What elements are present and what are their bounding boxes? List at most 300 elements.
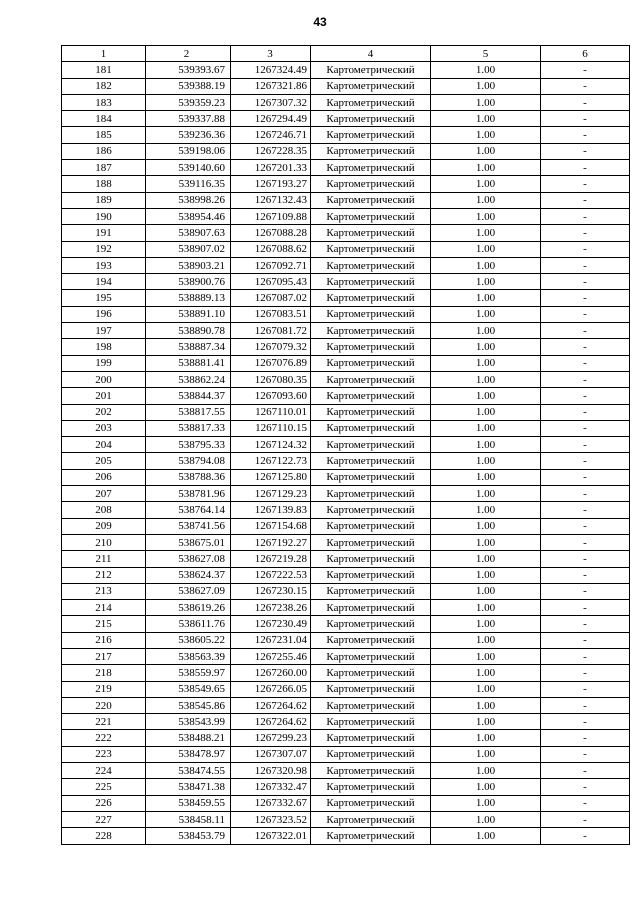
- y-coordinate-cell: 1267081.72: [231, 323, 311, 339]
- accuracy-cell: 1.00: [431, 648, 541, 664]
- y-coordinate-cell: 1267320.98: [231, 763, 311, 779]
- x-coordinate-cell: 538862.24: [146, 371, 231, 387]
- accuracy-cell: 1.00: [431, 339, 541, 355]
- y-coordinate-cell: 1267088.28: [231, 225, 311, 241]
- x-coordinate-cell: 538795.33: [146, 437, 231, 453]
- x-coordinate-cell: 538881.41: [146, 355, 231, 371]
- point-number-cell: 215: [62, 616, 146, 632]
- point-number-cell: 186: [62, 143, 146, 159]
- note-cell: -: [541, 111, 630, 127]
- table-row: [62, 632, 630, 648]
- note-cell: -: [541, 648, 630, 664]
- note-cell: -: [541, 795, 630, 811]
- method-cell: Картометрический: [311, 111, 431, 127]
- point-number-cell: 194: [62, 274, 146, 290]
- accuracy-cell: 1.00: [431, 420, 541, 436]
- note-cell: -: [541, 453, 630, 469]
- point-number-cell: 212: [62, 567, 146, 583]
- table-row: [62, 779, 630, 795]
- method-cell: Картометрический: [311, 534, 431, 550]
- accuracy-cell: 1.00: [431, 274, 541, 290]
- point-number-cell: 226: [62, 795, 146, 811]
- y-coordinate-cell: 1267307.32: [231, 94, 311, 110]
- point-number-cell: 213: [62, 583, 146, 599]
- note-cell: -: [541, 697, 630, 713]
- accuracy-cell: 1.00: [431, 78, 541, 94]
- note-cell: -: [541, 616, 630, 632]
- accuracy-cell: 1.00: [431, 632, 541, 648]
- table-row: [62, 486, 630, 502]
- accuracy-cell: 1.00: [431, 681, 541, 697]
- y-coordinate-cell: 1267083.51: [231, 306, 311, 322]
- x-coordinate-cell: 538611.76: [146, 616, 231, 632]
- table-row: [62, 323, 630, 339]
- accuracy-cell: 1.00: [431, 437, 541, 453]
- y-coordinate-cell: 1267255.46: [231, 648, 311, 664]
- method-cell: Картометрический: [311, 306, 431, 322]
- table-row: [62, 600, 630, 616]
- point-number-cell: 182: [62, 78, 146, 94]
- accuracy-cell: 1.00: [431, 763, 541, 779]
- x-coordinate-cell: 538549.65: [146, 681, 231, 697]
- accuracy-cell: 1.00: [431, 111, 541, 127]
- x-coordinate-cell: 539236.36: [146, 127, 231, 143]
- table-row: [62, 795, 630, 811]
- note-cell: -: [541, 828, 630, 844]
- x-coordinate-cell: 539116.35: [146, 176, 231, 192]
- accuracy-cell: 1.00: [431, 388, 541, 404]
- table-header-row: [62, 46, 630, 62]
- method-cell: Картометрический: [311, 437, 431, 453]
- table-row: [62, 355, 630, 371]
- point-number-cell: 181: [62, 62, 146, 78]
- method-cell: Картометрический: [311, 567, 431, 583]
- table-row: [62, 583, 630, 599]
- note-cell: -: [541, 534, 630, 550]
- note-cell: -: [541, 811, 630, 827]
- table-row: [62, 241, 630, 257]
- note-cell: -: [541, 323, 630, 339]
- y-coordinate-cell: 1267321.86: [231, 78, 311, 94]
- method-cell: Картометрический: [311, 632, 431, 648]
- point-number-cell: 206: [62, 469, 146, 485]
- y-coordinate-cell: 1267192.27: [231, 534, 311, 550]
- accuracy-cell: 1.00: [431, 551, 541, 567]
- table-body: [62, 62, 630, 844]
- y-coordinate-cell: 1267264.62: [231, 714, 311, 730]
- y-coordinate-cell: 1267080.35: [231, 371, 311, 387]
- point-number-cell: 210: [62, 534, 146, 550]
- y-coordinate-cell: 1267076.89: [231, 355, 311, 371]
- y-coordinate-cell: 1267122.73: [231, 453, 311, 469]
- table-row: [62, 453, 630, 469]
- table-row: [62, 518, 630, 534]
- method-cell: Картометрический: [311, 697, 431, 713]
- point-number-cell: 192: [62, 241, 146, 257]
- point-number-cell: 191: [62, 225, 146, 241]
- note-cell: -: [541, 388, 630, 404]
- accuracy-cell: 1.00: [431, 811, 541, 827]
- x-coordinate-cell: 538844.37: [146, 388, 231, 404]
- table-row: [62, 339, 630, 355]
- y-coordinate-cell: 1267109.88: [231, 208, 311, 224]
- point-number-cell: 207: [62, 486, 146, 502]
- accuracy-cell: 1.00: [431, 62, 541, 78]
- x-coordinate-cell: 538488.21: [146, 730, 231, 746]
- method-cell: Картометрический: [311, 404, 431, 420]
- table-row: [62, 811, 630, 827]
- method-cell: Картометрический: [311, 469, 431, 485]
- y-coordinate-cell: 1267230.15: [231, 583, 311, 599]
- y-coordinate-cell: 1267246.71: [231, 127, 311, 143]
- x-coordinate-cell: 539337.88: [146, 111, 231, 127]
- method-cell: Картометрический: [311, 665, 431, 681]
- accuracy-cell: 1.00: [431, 534, 541, 550]
- method-cell: Картометрический: [311, 143, 431, 159]
- x-coordinate-cell: 538954.46: [146, 208, 231, 224]
- point-number-cell: 193: [62, 257, 146, 273]
- point-number-cell: 214: [62, 600, 146, 616]
- note-cell: -: [541, 730, 630, 746]
- note-cell: -: [541, 420, 630, 436]
- note-cell: -: [541, 306, 630, 322]
- method-cell: Картометрический: [311, 339, 431, 355]
- note-cell: -: [541, 371, 630, 387]
- y-coordinate-cell: 1267095.43: [231, 274, 311, 290]
- table-row: [62, 290, 630, 306]
- table-row: [62, 111, 630, 127]
- table-row: [62, 730, 630, 746]
- y-coordinate-cell: 1267231.04: [231, 632, 311, 648]
- method-cell: Картометрический: [311, 763, 431, 779]
- table-row: [62, 94, 630, 110]
- method-cell: Картометрический: [311, 600, 431, 616]
- point-number-cell: 201: [62, 388, 146, 404]
- method-cell: Картометрический: [311, 551, 431, 567]
- method-cell: Картометрический: [311, 371, 431, 387]
- x-coordinate-cell: 538817.33: [146, 420, 231, 436]
- table-row: [62, 437, 630, 453]
- method-cell: Картометрический: [311, 355, 431, 371]
- method-cell: Картометрический: [311, 583, 431, 599]
- table-row: [62, 257, 630, 273]
- point-number-cell: 195: [62, 290, 146, 306]
- x-coordinate-cell: 538563.39: [146, 648, 231, 664]
- y-coordinate-cell: 1267129.23: [231, 486, 311, 502]
- point-number-cell: 185: [62, 127, 146, 143]
- column-header: 1: [62, 46, 146, 62]
- table-row: [62, 567, 630, 583]
- accuracy-cell: 1.00: [431, 257, 541, 273]
- table-row: [62, 746, 630, 762]
- method-cell: Картометрический: [311, 62, 431, 78]
- note-cell: -: [541, 62, 630, 78]
- x-coordinate-cell: 538627.08: [146, 551, 231, 567]
- accuracy-cell: 1.00: [431, 828, 541, 844]
- method-cell: Картометрический: [311, 648, 431, 664]
- point-number-cell: 184: [62, 111, 146, 127]
- accuracy-cell: 1.00: [431, 241, 541, 257]
- method-cell: Картометрический: [311, 518, 431, 534]
- y-coordinate-cell: 1267088.62: [231, 241, 311, 257]
- method-cell: Картометрический: [311, 616, 431, 632]
- y-coordinate-cell: 1267193.27: [231, 176, 311, 192]
- accuracy-cell: 1.00: [431, 600, 541, 616]
- accuracy-cell: 1.00: [431, 665, 541, 681]
- x-coordinate-cell: 538907.63: [146, 225, 231, 241]
- point-number-cell: 205: [62, 453, 146, 469]
- table-row: [62, 208, 630, 224]
- column-header: 4: [311, 46, 431, 62]
- table-row: [62, 763, 630, 779]
- x-coordinate-cell: 538764.14: [146, 502, 231, 518]
- y-coordinate-cell: 1267230.49: [231, 616, 311, 632]
- y-coordinate-cell: 1267110.01: [231, 404, 311, 420]
- x-coordinate-cell: 538605.22: [146, 632, 231, 648]
- method-cell: Картометрический: [311, 241, 431, 257]
- accuracy-cell: 1.00: [431, 502, 541, 518]
- method-cell: Картометрический: [311, 502, 431, 518]
- x-coordinate-cell: 538458.11: [146, 811, 231, 827]
- note-cell: -: [541, 208, 630, 224]
- table-row: [62, 616, 630, 632]
- table-row: [62, 143, 630, 159]
- accuracy-cell: 1.00: [431, 714, 541, 730]
- y-coordinate-cell: 1267079.32: [231, 339, 311, 355]
- method-cell: Картометрический: [311, 811, 431, 827]
- point-number-cell: 221: [62, 714, 146, 730]
- point-number-cell: 208: [62, 502, 146, 518]
- accuracy-cell: 1.00: [431, 143, 541, 159]
- y-coordinate-cell: 1267125.80: [231, 469, 311, 485]
- x-coordinate-cell: 538478.97: [146, 746, 231, 762]
- method-cell: Картометрический: [311, 420, 431, 436]
- table-row: [62, 127, 630, 143]
- table-row: [62, 714, 630, 730]
- point-number-cell: 200: [62, 371, 146, 387]
- accuracy-cell: 1.00: [431, 779, 541, 795]
- x-coordinate-cell: 538891.10: [146, 306, 231, 322]
- accuracy-cell: 1.00: [431, 616, 541, 632]
- method-cell: Картометрический: [311, 388, 431, 404]
- note-cell: -: [541, 241, 630, 257]
- x-coordinate-cell: 538545.86: [146, 697, 231, 713]
- note-cell: -: [541, 502, 630, 518]
- column-header: 6: [541, 46, 630, 62]
- note-cell: -: [541, 274, 630, 290]
- note-cell: -: [541, 404, 630, 420]
- y-coordinate-cell: 1267294.49: [231, 111, 311, 127]
- method-cell: Картометрический: [311, 94, 431, 110]
- point-number-cell: 223: [62, 746, 146, 762]
- x-coordinate-cell: 538887.34: [146, 339, 231, 355]
- y-coordinate-cell: 1267124.32: [231, 437, 311, 453]
- x-coordinate-cell: 538459.55: [146, 795, 231, 811]
- x-coordinate-cell: 538903.21: [146, 257, 231, 273]
- point-number-cell: 209: [62, 518, 146, 534]
- accuracy-cell: 1.00: [431, 94, 541, 110]
- x-coordinate-cell: 538559.97: [146, 665, 231, 681]
- y-coordinate-cell: 1267266.05: [231, 681, 311, 697]
- point-number-cell: 219: [62, 681, 146, 697]
- accuracy-cell: 1.00: [431, 518, 541, 534]
- table-row: [62, 648, 630, 664]
- x-coordinate-cell: 538624.37: [146, 567, 231, 583]
- accuracy-cell: 1.00: [431, 567, 541, 583]
- y-coordinate-cell: 1267201.33: [231, 160, 311, 176]
- point-number-cell: 216: [62, 632, 146, 648]
- x-coordinate-cell: 539198.06: [146, 143, 231, 159]
- accuracy-cell: 1.00: [431, 697, 541, 713]
- column-header: 2: [146, 46, 231, 62]
- x-coordinate-cell: 539140.60: [146, 160, 231, 176]
- point-number-cell: 202: [62, 404, 146, 420]
- y-coordinate-cell: 1267154.68: [231, 518, 311, 534]
- x-coordinate-cell: 538474.55: [146, 763, 231, 779]
- point-number-cell: 188: [62, 176, 146, 192]
- y-coordinate-cell: 1267087.02: [231, 290, 311, 306]
- method-cell: Картометрический: [311, 176, 431, 192]
- x-coordinate-cell: 538998.26: [146, 192, 231, 208]
- note-cell: -: [541, 600, 630, 616]
- column-header: 5: [431, 46, 541, 62]
- note-cell: -: [541, 257, 630, 273]
- accuracy-cell: 1.00: [431, 453, 541, 469]
- table-row: [62, 681, 630, 697]
- x-coordinate-cell: 538890.78: [146, 323, 231, 339]
- table-row: [62, 160, 630, 176]
- table-row: [62, 534, 630, 550]
- note-cell: -: [541, 779, 630, 795]
- accuracy-cell: 1.00: [431, 306, 541, 322]
- y-coordinate-cell: 1267324.49: [231, 62, 311, 78]
- note-cell: -: [541, 339, 630, 355]
- accuracy-cell: 1.00: [431, 176, 541, 192]
- note-cell: -: [541, 192, 630, 208]
- x-coordinate-cell: 538453.79: [146, 828, 231, 844]
- table-row: [62, 306, 630, 322]
- method-cell: Картометрический: [311, 274, 431, 290]
- y-coordinate-cell: 1267093.60: [231, 388, 311, 404]
- accuracy-cell: 1.00: [431, 160, 541, 176]
- x-coordinate-cell: 538741.56: [146, 518, 231, 534]
- point-number-cell: 217: [62, 648, 146, 664]
- point-number-cell: 183: [62, 94, 146, 110]
- method-cell: Картометрический: [311, 779, 431, 795]
- y-coordinate-cell: 1267260.00: [231, 665, 311, 681]
- y-coordinate-cell: 1267228.35: [231, 143, 311, 159]
- y-coordinate-cell: 1267299.23: [231, 730, 311, 746]
- accuracy-cell: 1.00: [431, 208, 541, 224]
- note-cell: -: [541, 665, 630, 681]
- y-coordinate-cell: 1267092.71: [231, 257, 311, 273]
- y-coordinate-cell: 1267264.62: [231, 697, 311, 713]
- table-row: [62, 176, 630, 192]
- point-number-cell: 199: [62, 355, 146, 371]
- point-number-cell: 197: [62, 323, 146, 339]
- accuracy-cell: 1.00: [431, 486, 541, 502]
- table-row: [62, 192, 630, 208]
- point-number-cell: 228: [62, 828, 146, 844]
- x-coordinate-cell: 538471.38: [146, 779, 231, 795]
- column-header: 3: [231, 46, 311, 62]
- method-cell: Картометрический: [311, 225, 431, 241]
- point-number-cell: 189: [62, 192, 146, 208]
- method-cell: Картометрический: [311, 208, 431, 224]
- x-coordinate-cell: 538619.26: [146, 600, 231, 616]
- x-coordinate-cell: 538907.02: [146, 241, 231, 257]
- note-cell: -: [541, 94, 630, 110]
- note-cell: -: [541, 225, 630, 241]
- x-coordinate-cell: 539388.19: [146, 78, 231, 94]
- y-coordinate-cell: 1267222.53: [231, 567, 311, 583]
- accuracy-cell: 1.00: [431, 730, 541, 746]
- table-row: [62, 469, 630, 485]
- method-cell: Картометрический: [311, 78, 431, 94]
- x-coordinate-cell: 538543.99: [146, 714, 231, 730]
- table-row: [62, 404, 630, 420]
- note-cell: -: [541, 583, 630, 599]
- accuracy-cell: 1.00: [431, 746, 541, 762]
- note-cell: -: [541, 437, 630, 453]
- table-row: [62, 371, 630, 387]
- y-coordinate-cell: 1267332.67: [231, 795, 311, 811]
- note-cell: -: [541, 176, 630, 192]
- table-row: [62, 697, 630, 713]
- accuracy-cell: 1.00: [431, 795, 541, 811]
- accuracy-cell: 1.00: [431, 469, 541, 485]
- x-coordinate-cell: 539393.67: [146, 62, 231, 78]
- y-coordinate-cell: 1267323.52: [231, 811, 311, 827]
- point-number-cell: 204: [62, 437, 146, 453]
- method-cell: Картометрический: [311, 290, 431, 306]
- accuracy-cell: 1.00: [431, 323, 541, 339]
- method-cell: Картометрический: [311, 828, 431, 844]
- note-cell: -: [541, 763, 630, 779]
- method-cell: Картометрический: [311, 323, 431, 339]
- method-cell: Картометрический: [311, 192, 431, 208]
- y-coordinate-cell: 1267132.43: [231, 192, 311, 208]
- accuracy-cell: 1.00: [431, 225, 541, 241]
- accuracy-cell: 1.00: [431, 127, 541, 143]
- accuracy-cell: 1.00: [431, 290, 541, 306]
- x-coordinate-cell: 538675.01: [146, 534, 231, 550]
- accuracy-cell: 1.00: [431, 583, 541, 599]
- table-row: [62, 78, 630, 94]
- x-coordinate-cell: 538781.96: [146, 486, 231, 502]
- method-cell: Картометрический: [311, 681, 431, 697]
- accuracy-cell: 1.00: [431, 355, 541, 371]
- note-cell: -: [541, 469, 630, 485]
- x-coordinate-cell: 538900.76: [146, 274, 231, 290]
- method-cell: Картометрический: [311, 127, 431, 143]
- note-cell: -: [541, 632, 630, 648]
- note-cell: -: [541, 746, 630, 762]
- point-number-cell: 190: [62, 208, 146, 224]
- method-cell: Картометрический: [311, 746, 431, 762]
- x-coordinate-cell: 538788.36: [146, 469, 231, 485]
- note-cell: -: [541, 160, 630, 176]
- note-cell: -: [541, 78, 630, 94]
- method-cell: Картометрический: [311, 160, 431, 176]
- method-cell: Картометрический: [311, 453, 431, 469]
- accuracy-cell: 1.00: [431, 404, 541, 420]
- x-coordinate-cell: 538794.08: [146, 453, 231, 469]
- method-cell: Картометрический: [311, 257, 431, 273]
- method-cell: Картометрический: [311, 730, 431, 746]
- note-cell: -: [541, 714, 630, 730]
- note-cell: -: [541, 486, 630, 502]
